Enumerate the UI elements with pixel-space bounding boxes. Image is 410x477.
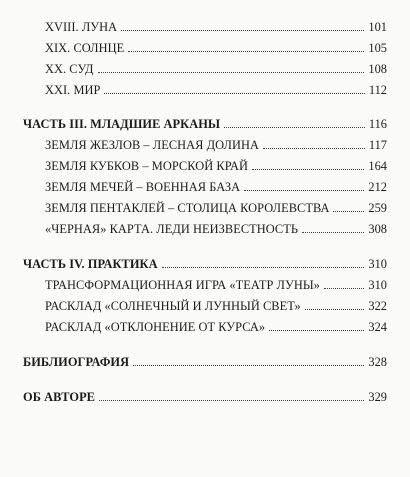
toc-entry-label: XVIII. ЛУНА bbox=[45, 20, 118, 34]
toc-entry-page: 308 bbox=[368, 222, 387, 236]
toc-entry-page: 108 bbox=[368, 62, 387, 76]
toc-entry-label: БИБЛИОГРАФИЯ bbox=[23, 355, 130, 369]
dot-leader bbox=[333, 210, 364, 212]
toc-entry-world[interactable] bbox=[45, 83, 387, 97]
toc-entry-label: «ЧЕРНАЯ» КАРТА. ЛЕДИ НЕИЗВЕСТНОСТЬ bbox=[45, 222, 299, 236]
toc-part-4-heading[interactable] bbox=[23, 257, 387, 271]
toc-entry-page: 101 bbox=[368, 20, 387, 34]
toc-entry-label: ЗЕМЛЯ ЖЕЗЛОВ – ЛЕСНАЯ ДОЛИНА bbox=[45, 138, 259, 152]
toc-entry-sun-moon-spread[interactable] bbox=[45, 299, 387, 313]
dot-leader bbox=[224, 126, 365, 128]
toc-entry-judgement[interactable] bbox=[45, 62, 387, 76]
toc-entry-page: 212 bbox=[368, 180, 387, 194]
dot-leader bbox=[98, 71, 365, 73]
toc-entry-page: 259 bbox=[368, 201, 387, 215]
toc-entry-land-of-cups[interactable] bbox=[45, 159, 387, 173]
dot-leader bbox=[128, 50, 364, 52]
toc-entry-label: РАСКЛАД «СОЛНЕЧНЫЙ И ЛУННЫЙ СВЕТ» bbox=[45, 299, 301, 313]
dot-leader bbox=[99, 399, 364, 401]
dot-leader bbox=[104, 92, 364, 94]
dot-leader bbox=[324, 287, 364, 289]
dot-leader bbox=[244, 189, 364, 191]
toc-entry-page: 310 bbox=[368, 257, 387, 271]
dot-leader bbox=[302, 231, 364, 233]
toc-entry-page: 164 bbox=[368, 159, 387, 173]
toc-entry-page: 112 bbox=[368, 83, 387, 97]
dot-leader bbox=[252, 168, 364, 170]
toc-bibliography[interactable] bbox=[23, 355, 387, 369]
toc-entry-page: 310 bbox=[368, 278, 387, 292]
toc-entry-label: XXI. МИР bbox=[45, 83, 101, 97]
toc-part-3-heading[interactable] bbox=[23, 117, 387, 131]
toc-entry-moon[interactable] bbox=[45, 20, 387, 34]
toc-entry-page: 328 bbox=[368, 355, 387, 369]
dot-leader bbox=[263, 147, 365, 149]
dot-leader bbox=[162, 266, 365, 268]
toc-entry-page: 329 bbox=[368, 390, 387, 404]
toc-entry-label: ОБ АВТОРЕ bbox=[23, 390, 95, 404]
dot-leader bbox=[121, 29, 364, 31]
toc-entry-land-of-wands[interactable] bbox=[45, 138, 387, 152]
toc-entry-label: ЗЕМЛЯ ПЕНТАКЛЕЙ – СТОЛИЦА КОРОЛЕВСТВА bbox=[45, 201, 330, 215]
toc-entry-label: ЗЕМЛЯ КУБКОВ – МОРСКОЙ КРАЙ bbox=[45, 159, 249, 173]
toc-entry-page: 322 bbox=[368, 299, 387, 313]
toc-entry-land-of-pentacles[interactable] bbox=[45, 201, 387, 215]
toc-entry-page: 324 bbox=[368, 320, 387, 334]
toc-entry-label: XX. СУД bbox=[45, 62, 94, 76]
toc-entry-land-of-swords[interactable] bbox=[45, 180, 387, 194]
toc-entry-page: 105 bbox=[368, 41, 387, 55]
toc-entry-page: 117 bbox=[368, 138, 387, 152]
dot-leader bbox=[133, 364, 364, 366]
dot-leader bbox=[269, 329, 364, 331]
toc-part-title: ЧАСТЬ III. МЛАДШИЕ АРКАНЫ bbox=[23, 117, 221, 131]
dot-leader bbox=[305, 308, 365, 310]
toc-entry-moon-theatre-game[interactable] bbox=[45, 278, 387, 292]
toc-entry-sun[interactable] bbox=[45, 41, 387, 55]
toc-entry-label: ТРАНСФОРМАЦИОННАЯ ИГРА «ТЕАТР ЛУНЫ» bbox=[45, 278, 320, 292]
toc-entry-label: XIX. СОЛНЦЕ bbox=[45, 41, 125, 55]
toc-part-title: ЧАСТЬ IV. ПРАКТИКА bbox=[23, 257, 158, 271]
toc-entry-off-course-spread[interactable] bbox=[45, 320, 387, 334]
toc-entry-page: 116 bbox=[368, 117, 387, 131]
toc-entry-label: РАСКЛАД «ОТКЛОНЕНИЕ ОТ КУРСА» bbox=[45, 320, 266, 334]
toc-entry-black-card[interactable] bbox=[45, 222, 387, 236]
toc-about-author[interactable] bbox=[23, 390, 387, 404]
toc-entry-label: ЗЕМЛЯ МЕЧЕЙ – ВОЕННАЯ БАЗА bbox=[45, 180, 241, 194]
